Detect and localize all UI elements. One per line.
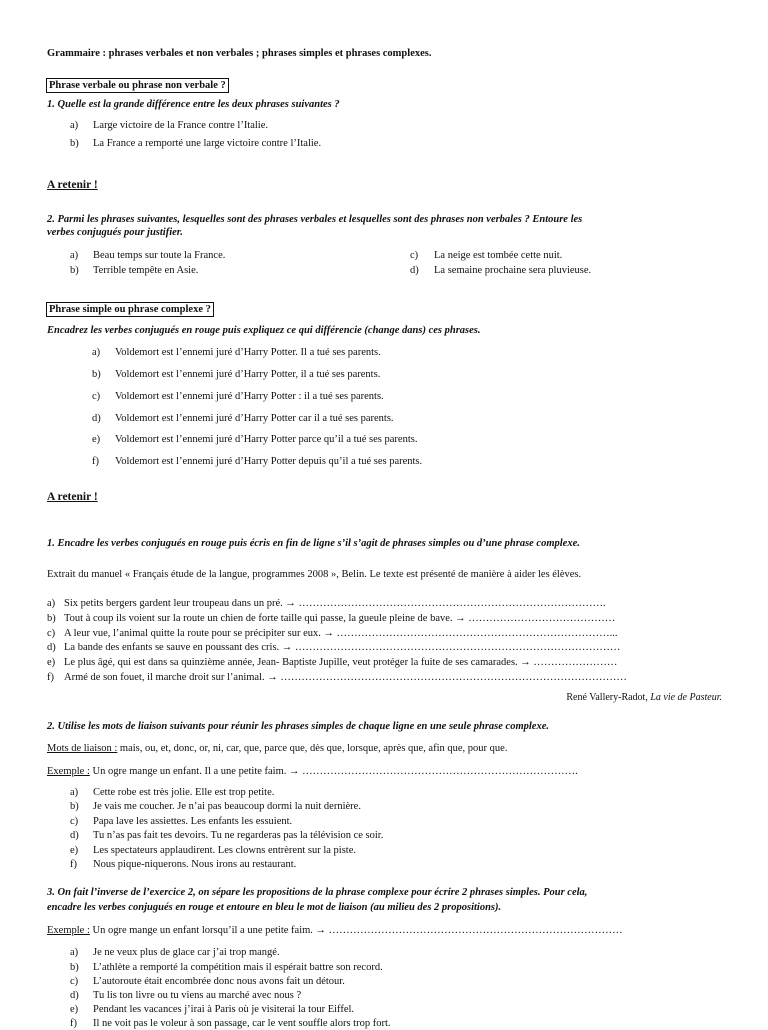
list-item: Tu lis ton livre ou tu viens au marché avec nous ? bbox=[93, 990, 302, 1001]
citation-author: René Vallery-Radot, bbox=[566, 692, 651, 703]
list-marker: b) bbox=[70, 265, 79, 276]
list-marker: c) bbox=[410, 250, 419, 261]
list-item: La neige est tombée cette nuit. bbox=[434, 250, 563, 261]
list-item: Pendant les vacances j’irai à Paris où je visiterai la tour Eiffel. bbox=[93, 1004, 355, 1015]
list-item: Large victoire de la France contre l’Italie. bbox=[93, 120, 269, 131]
list-marker: f) bbox=[47, 672, 54, 683]
list-item: Cette robe est très jolie. Elle est trop petite. bbox=[93, 787, 275, 798]
list-marker: e) bbox=[92, 434, 101, 445]
list-item: La bande des enfants se sauve en poussant des cris. → ………………………………………………………………………………… bbox=[64, 642, 621, 653]
list-item: L’autoroute était encombrée donc nous avons fait un détour. bbox=[93, 976, 345, 987]
list-item: Armé de son fouet, il marche droit sur l’animal. → ……………………………………………………………………………………… bbox=[64, 672, 627, 683]
list-marker: d) bbox=[47, 642, 56, 653]
list-item: La semaine prochaine sera pluvieuse. bbox=[434, 265, 592, 276]
list-marker: d) bbox=[92, 413, 101, 424]
list-item: Beau temps sur toute la France. bbox=[93, 250, 226, 261]
exemple-label: Exemple : bbox=[47, 925, 90, 936]
exemple-text: Un ogre mange un enfant lorsqu’il a une petite faim. → ………………………………………………………………………… bbox=[89, 925, 623, 936]
retenir-heading-1: A retenir ! bbox=[47, 179, 98, 191]
list-item: L’athlète a remporté la compétition mais il espérait battre son record. bbox=[93, 962, 383, 973]
exercise-3-title-line2: encadre les verbes conjugués en rouge et entoure en bleu le mot de liaison (au milieu des 2 propositions). bbox=[47, 902, 502, 913]
question-1: 1. Quelle est la grande différence entre les deux phrases suivantes ? bbox=[47, 99, 340, 110]
worksheet-title: Grammaire : phrases verbales et non verbales ; phrases simples et phrases complexes. bbox=[47, 48, 432, 59]
list-marker: b) bbox=[92, 369, 101, 380]
exemple-text: Un ogre mange un enfant. Il a une petite faim. → ……………………………………………………………………. bbox=[89, 766, 578, 777]
section-2-instruction: Encadrez les verbes conjugués en rouge puis expliquez ce qui différencie (change dans) ces phrases. bbox=[47, 325, 481, 336]
list-marker: b) bbox=[70, 138, 79, 149]
list-item: Voldemort est l’ennemi juré d’Harry Potter car il a tué ses parents. bbox=[115, 413, 394, 424]
mots-de-liaison bbox=[47, 742, 507, 755]
list-marker: f) bbox=[70, 859, 77, 870]
list-marker: e) bbox=[70, 845, 79, 856]
list-item: A leur vue, l’animal quitte la route pour se précipiter sur eux. → ……………………………………………………………………... bbox=[64, 628, 618, 639]
list-marker: e) bbox=[70, 1004, 79, 1015]
list-marker: c) bbox=[47, 628, 56, 639]
question-2-line1: 2. Parmi les phrases suivantes, lesquelles sont des phrases verbales et lesquelles sont des phrases non verbales ? Entoure les bbox=[47, 214, 583, 225]
list-marker: a) bbox=[70, 947, 79, 958]
mots-list: mais, ou, et, donc, or, ni, car, que, parce que, dès que, lorsque, après que, afin que, pour que. bbox=[117, 743, 508, 754]
list-item: Je ne veux plus de glace car j’ai trop mangé. bbox=[93, 947, 280, 958]
list-item: Six petits bergers gardent leur troupeau dans un pré. → ……………………………………………………………………………. bbox=[64, 598, 606, 609]
list-marker: c) bbox=[92, 391, 101, 402]
list-marker: a) bbox=[92, 347, 101, 358]
list-item: Il ne voit pas le voleur à son passage, car le vent souffle alors trop fort. bbox=[93, 1018, 391, 1029]
list-item: Tout à coup ils voient sur la route un chien de forte taille qui passe, la gueule pleine de bave. → …………………………………… bbox=[64, 613, 616, 624]
list-marker: b) bbox=[70, 962, 79, 973]
list-marker: e) bbox=[47, 657, 56, 668]
list-marker: c) bbox=[70, 816, 79, 827]
list-marker: f) bbox=[92, 456, 99, 467]
list-marker: d) bbox=[70, 830, 79, 841]
list-marker: d) bbox=[70, 990, 79, 1001]
exercise-1-source: Extrait du manuel « Français étude de la langue, programmes 2008 », Belin. Le texte est présenté de manière à aider les élèves. bbox=[47, 569, 582, 580]
list-item: Voldemort est l’ennemi juré d’Harry Potter : il a tué ses parents. bbox=[115, 391, 384, 402]
section-heading-verbale: Phrase verbale ou phrase non verbale ? bbox=[46, 78, 229, 93]
citation-work: La vie de Pasteur. bbox=[650, 692, 722, 703]
list-marker: b) bbox=[70, 801, 79, 812]
list-marker: a) bbox=[70, 787, 79, 798]
exercise-2-title: 2. Utilise les mots de liaison suivants pour réunir les phrases simples de chaque ligne en une seule phrase complexe. bbox=[47, 721, 549, 732]
list-marker: f) bbox=[70, 1018, 77, 1029]
exercise-3-title-line1: 3. On fait l’inverse de l’exercice 2, on sépare les propositions de la phrase complexe pour écrire 2 phrases simples. Pour cela, bbox=[47, 887, 588, 898]
mots-label: Mots de liaison : bbox=[47, 743, 118, 754]
list-item: La France a remporté une large victoire contre l’Italie. bbox=[93, 138, 322, 149]
question-2-line2: verbes conjugués pour justifier. bbox=[47, 227, 183, 238]
list-item: Le plus âgé, qui est dans sa quinzième année, Jean- Baptiste Jupille, veut protéger la fuite de ses camarades. → …………………… bbox=[64, 657, 618, 668]
list-item: Les spectateurs applaudirent. Les clowns entrèrent sur la piste. bbox=[93, 845, 356, 856]
list-item: Voldemort est l’ennemi juré d’Harry Potter depuis qu’il a tué ses parents. bbox=[115, 456, 423, 467]
exercise-3-example bbox=[47, 924, 623, 937]
list-marker: a) bbox=[47, 598, 56, 609]
exercise-2-example bbox=[47, 765, 578, 778]
list-marker: c) bbox=[70, 976, 79, 987]
exercise-1-title: 1. Encadre les verbes conjugués en rouge puis écris en fin de ligne s’il s’agit de phrases simples ou d’une phrase complexe. bbox=[47, 538, 580, 549]
retenir-heading-2: A retenir ! bbox=[47, 491, 98, 503]
citation bbox=[566, 691, 722, 704]
list-marker: d) bbox=[410, 265, 419, 276]
section-heading-complexe: Phrase simple ou phrase complexe ? bbox=[46, 302, 214, 317]
list-item: Nous pique-niquerons. Nous irons au restaurant. bbox=[93, 859, 297, 870]
list-item: Terrible tempête en Asie. bbox=[93, 265, 199, 276]
list-item: Papa lave les assiettes. Les enfants les essuient. bbox=[93, 816, 293, 827]
list-item: Voldemort est l’ennemi juré d’Harry Potter, il a tué ses parents. bbox=[115, 369, 381, 380]
list-item: Tu n’as pas fait tes devoirs. Tu ne regarderas pas la télévision ce soir. bbox=[93, 830, 384, 841]
list-item: Voldemort est l’ennemi juré d’Harry Potter parce qu’il a tué ses parents. bbox=[115, 434, 418, 445]
list-item: Voldemort est l’ennemi juré d’Harry Potter. Il a tué ses parents. bbox=[115, 347, 381, 358]
list-marker: a) bbox=[70, 120, 79, 131]
list-marker: a) bbox=[70, 250, 79, 261]
exemple-label: Exemple : bbox=[47, 766, 90, 777]
list-marker: b) bbox=[47, 613, 56, 624]
list-item: Je vais me coucher. Je n’ai pas beaucoup dormi la nuit dernière. bbox=[93, 801, 361, 812]
